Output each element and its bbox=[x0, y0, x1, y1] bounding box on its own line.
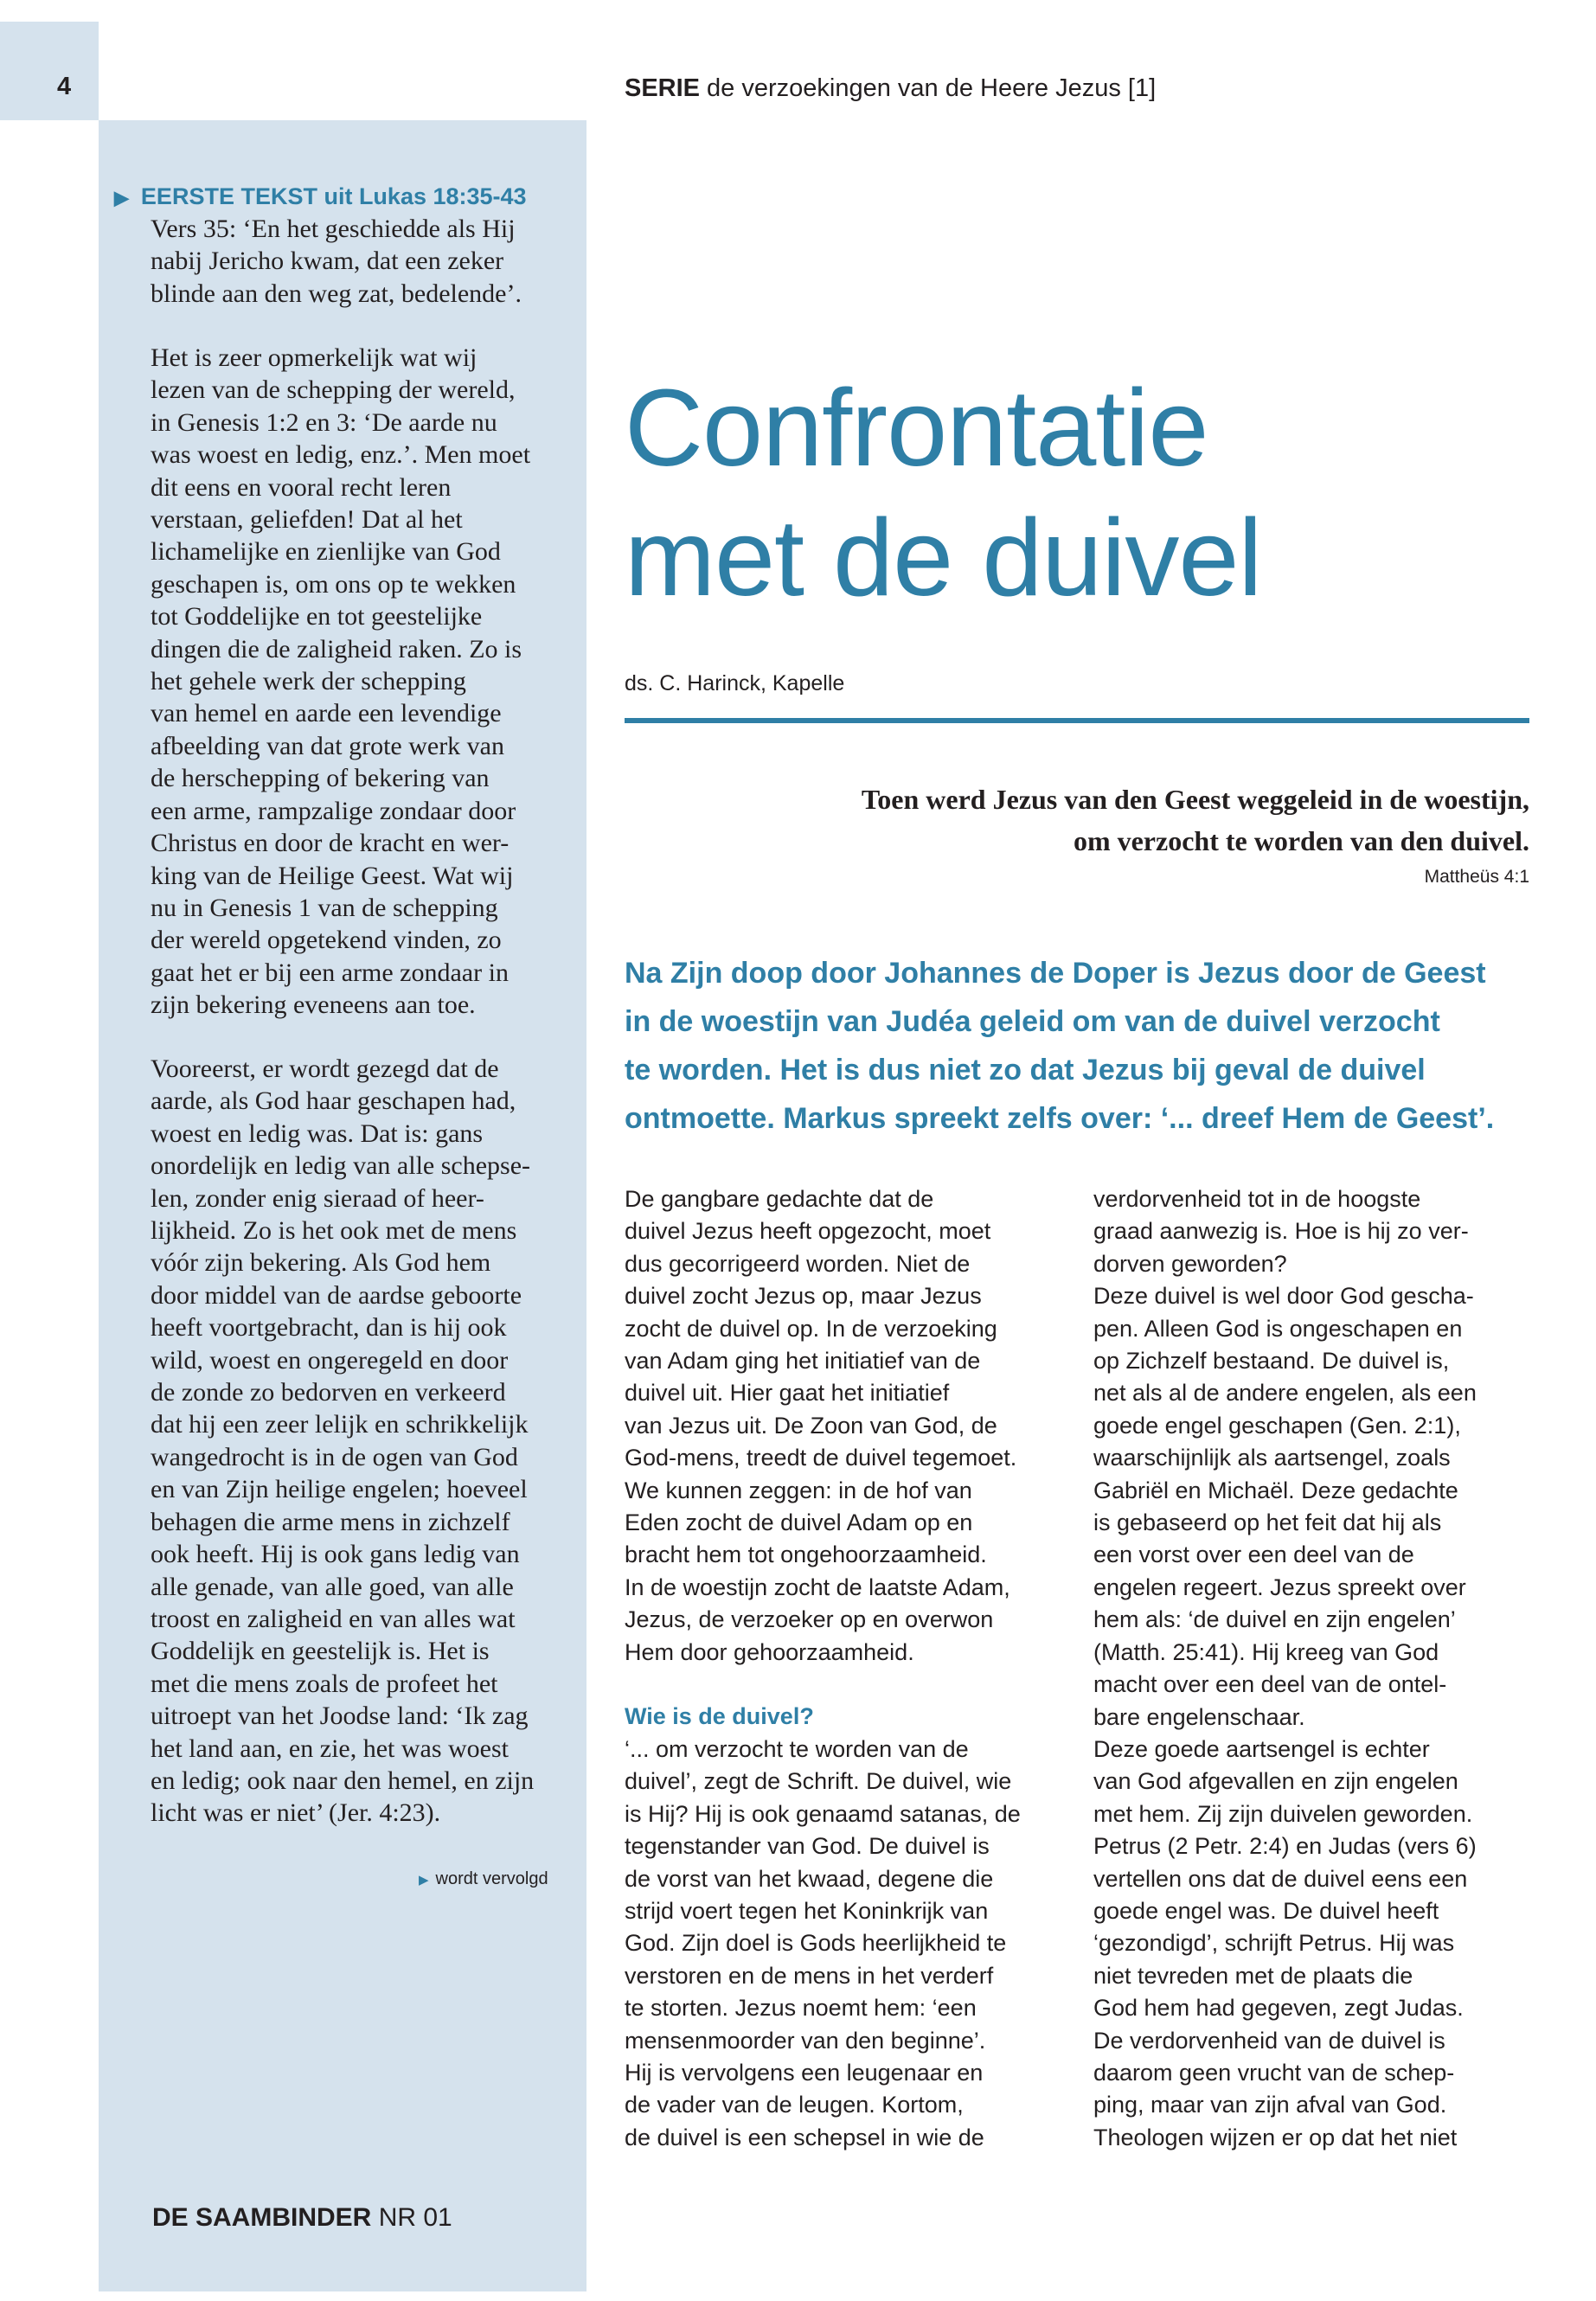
title-line: Confrontatie bbox=[625, 367, 1208, 489]
sidebar-line: dingen die de zaligheid raken. Zo is bbox=[151, 634, 522, 663]
body-line: is gebaseerd op het feit dat hij als bbox=[1093, 1509, 1442, 1536]
body-line: verdorvenheid tot in de hoogste bbox=[1093, 1186, 1421, 1212]
body-line: ‘gezondigd’, schrijft Petrus. Hij was bbox=[1093, 1930, 1455, 1957]
body-line: Eden zocht de duivel Adam op en bbox=[625, 1509, 973, 1536]
body-line: ping, maar van zijn afval van God. bbox=[1093, 2092, 1447, 2118]
body-line: macht over een deel van de ontel- bbox=[1093, 1671, 1447, 1698]
body-line: de duivel is een schepsel in wie de bbox=[625, 2124, 984, 2150]
body-line: bare engelenschaar. bbox=[1093, 1703, 1305, 1730]
body-line: Hem door gehoorzaamheid. bbox=[625, 1638, 914, 1665]
serie-label: SERIE bbox=[625, 74, 701, 102]
body-line: ‘... om verzocht te worden van de bbox=[625, 1735, 969, 1762]
article-intro bbox=[625, 949, 1542, 1143]
sidebar-line: verstaan, geliefden! Dat al het bbox=[151, 505, 463, 535]
page-number-tab bbox=[0, 22, 99, 120]
body-line: duivel uit. Hier gaat het initiatief bbox=[625, 1380, 950, 1407]
quote-line: Toen werd Jezus van den Geest weggeleid in de woestijn, bbox=[861, 784, 1529, 815]
sidebar-line: en ledig; ook naar den hemel, en zijn bbox=[151, 1766, 535, 1795]
sidebar-line: nu in Genesis 1 van de schepping bbox=[151, 893, 498, 922]
sidebar-line: tot Goddelijke en tot geestelijke bbox=[151, 602, 483, 631]
sidebar-heading-text: EERSTE TEKST uit Lukas 18:35-43 bbox=[140, 183, 527, 209]
body-line: verstoren en de mens in het verderf bbox=[625, 1962, 994, 1989]
sidebar-line: troost en zaligheid en van alles wat bbox=[151, 1604, 516, 1633]
sidebar-line: blinde aan den weg zat, bedelende’. bbox=[151, 279, 522, 308]
body-line: met hem. Zij zijn duivelen geworden. bbox=[1093, 1800, 1473, 1827]
body-line: van Jezus uit. De Zoon van God, de bbox=[625, 1412, 997, 1439]
continued-note bbox=[419, 1869, 548, 1889]
body-line: pen. Alleen God is ongeschapen en bbox=[1093, 1315, 1463, 1342]
sidebar-line: de zonde zo bedorven en verkeerd bbox=[151, 1378, 506, 1407]
body-line: Theologen wijzen er op dat het niet bbox=[1093, 2124, 1458, 2150]
triangle-right-icon: ▶ bbox=[114, 187, 129, 208]
sidebar-line: behagen die arme mens in zichzelf bbox=[151, 1507, 510, 1536]
sidebar-line: dit eens en vooral recht leren bbox=[151, 472, 452, 502]
sidebar-line: zijn bekering eveneens aan toe. bbox=[151, 990, 476, 1020]
body-line: duivel zocht Jezus op, maar Jezus bbox=[625, 1283, 982, 1310]
sidebar-line: een arme, rampzalige zondaar door bbox=[151, 796, 516, 825]
sidebar-line: lezen van de schepping der wereld, bbox=[151, 375, 516, 405]
body-line: We kunnen zeggen: in de hof van bbox=[625, 1477, 972, 1503]
body-line: Petrus (2 Petr. 2:4) en Judas (vers 6) bbox=[1093, 1833, 1477, 1860]
sidebar-paragraph-1 bbox=[151, 342, 574, 1022]
body-line: In de woestijn zocht de laatste Adam, bbox=[625, 1574, 1010, 1600]
body-line: waarschijnlijk als aartsengel, zoals bbox=[1093, 1445, 1451, 1471]
body-line: is Hij? Hij is ook genaamd satanas, de bbox=[625, 1800, 1021, 1827]
body-line: net als al de andere engelen, als een bbox=[1093, 1380, 1477, 1407]
bible-quote bbox=[625, 779, 1529, 862]
serie-header bbox=[625, 74, 1156, 103]
sidebar-line: licht was er niet’ (Jer. 4:23). bbox=[151, 1798, 441, 1828]
body-line: van God afgevallen en zijn engelen bbox=[1093, 1768, 1458, 1795]
body-line: dorven geworden? bbox=[1093, 1250, 1287, 1277]
sidebar-line: Goddelijk en geestelijk is. Het is bbox=[151, 1637, 490, 1666]
body-line: graad aanwezig is. Hoe is hij zo ver- bbox=[1093, 1218, 1469, 1245]
title-divider bbox=[625, 718, 1529, 723]
sidebar-line: de herschepping of bekering van bbox=[151, 764, 490, 793]
sidebar-line: wangedrocht is in de ogen van God bbox=[151, 1442, 518, 1471]
sidebar-line: vóór zijn bekering. Als God hem bbox=[151, 1248, 491, 1278]
quote-line: om verzocht te worden van den duivel. bbox=[1073, 825, 1529, 856]
sidebar-line: met die mens zoals de profeet het bbox=[151, 1669, 498, 1698]
sidebar-line: Het is zeer opmerkelijk wat wij bbox=[151, 343, 478, 372]
body-line: God-mens, treedt de duivel tegemoet. bbox=[625, 1445, 1017, 1471]
sidebar-line: Christus en door de kracht en wer- bbox=[151, 829, 510, 858]
sidebar-line: uitroept van het Joodse land: ‘Ik zag bbox=[151, 1702, 529, 1731]
magazine-name: DE SAAMBINDER bbox=[152, 2203, 372, 2232]
sidebar-paragraph-2 bbox=[151, 1053, 574, 1830]
sidebar-line: was woest en ledig, enz.’. Men moet bbox=[151, 440, 531, 470]
sidebar-line: het land aan, en zie, het was woest bbox=[151, 1734, 510, 1763]
body-line: goede engel geschapen (Gen. 2:1), bbox=[1093, 1412, 1461, 1439]
sidebar-line: ook heeft. Hij is ook gans ledig van bbox=[151, 1540, 520, 1569]
body-line: vertellen ons dat de duivel eens een bbox=[1093, 1865, 1468, 1892]
section-heading: Wie is de duivel? bbox=[625, 1703, 814, 1730]
sidebar-line: wild, woest en ongeregeld en door bbox=[151, 1345, 509, 1375]
sidebar-line: het gehele werk der schepping bbox=[151, 667, 466, 696]
sidebar-line: afbeelding van dat grote werk van bbox=[151, 731, 504, 760]
body-line: duivel’, zegt de Schrift. De duivel, wie bbox=[625, 1768, 1012, 1795]
body-line: duivel Jezus heeft opgezocht, moet bbox=[625, 1218, 991, 1245]
body-line: niet tevreden met de plaats die bbox=[1093, 1962, 1413, 1989]
body-line: strijd voert tegen het Koninkrijk van bbox=[625, 1897, 989, 1924]
continued-text: wordt vervolgd bbox=[435, 1869, 548, 1888]
sidebar-line: en van Zijn heilige engelen; hoeveel bbox=[151, 1475, 528, 1504]
sidebar-line: len, zonder enig sieraad of heer- bbox=[151, 1183, 484, 1213]
title-line: met de duivel bbox=[625, 497, 1262, 619]
sidebar-line: lichamelijke en zienlijke van God bbox=[151, 537, 501, 567]
body-line: zocht de duivel op. In de verzoeking bbox=[625, 1315, 997, 1342]
body-line: tegenstander van God. De duivel is bbox=[625, 1833, 990, 1860]
body-line: De gangbare gedachte dat de bbox=[625, 1186, 934, 1212]
body-line: op Zichzelf bestaand. De duivel is, bbox=[1093, 1348, 1450, 1375]
sidebar-line: onordelijk en ledig van alle schepse- bbox=[151, 1151, 531, 1181]
triangle-right-icon: ▶ bbox=[419, 1873, 429, 1888]
sidebar-line: door middel van de aardse geboorte bbox=[151, 1280, 522, 1310]
body-line: te storten. Jezus noemt hem: ‘een bbox=[625, 1995, 977, 2022]
article-column-2 bbox=[1093, 1183, 1543, 2154]
sidebar-line: gaat het er bij een arme zondaar in bbox=[151, 958, 509, 987]
body-line: hem als: ‘de duivel en zijn engelen’ bbox=[1093, 1606, 1456, 1633]
sidebar-line: dat hij een zeer lelijk en schrikkelijk bbox=[151, 1410, 529, 1439]
article-title bbox=[625, 363, 1261, 623]
body-line: een vorst over een deel van de bbox=[1093, 1541, 1414, 1568]
body-line: bracht hem tot ongehoorzaamheid. bbox=[625, 1541, 987, 1568]
body-line: daarom geen vrucht van de schep- bbox=[1093, 2059, 1455, 2086]
body-line: engelen regeert. Jezus spreekt over bbox=[1093, 1574, 1466, 1600]
intro-line: Na Zijn doop door Johannes de Doper is Jezus door de Geest bbox=[625, 957, 1486, 990]
sidebar-line: Vooreerst, er wordt gezegd dat de bbox=[151, 1054, 499, 1083]
body-line: God hem had gegeven, zegt Judas. bbox=[1093, 1995, 1464, 2022]
body-line: De verdorvenheid van de duivel is bbox=[1093, 2027, 1445, 2054]
intro-line: te worden. Het is dus niet zo dat Jezus bij geval de duivel bbox=[625, 1054, 1426, 1086]
intro-line: ontmoette. Markus spreekt zelfs over: ‘... dreef Hem de Geest’. bbox=[625, 1102, 1495, 1135]
body-line: Hij is vervolgens een leugenaar en bbox=[625, 2059, 984, 2086]
sidebar-line: Vers 35: ‘En het geschiedde als Hij bbox=[151, 215, 516, 243]
body-line: mensenmoorder van den beginne’. bbox=[625, 2027, 986, 2054]
sidebar-line: in Genesis 1:2 en 3: ‘De aarde nu bbox=[151, 407, 497, 437]
intro-line: in de woestijn van Judéa geleid om van de duivel verzocht bbox=[625, 1005, 1440, 1038]
body-line: de vorst van het kwaad, degene die bbox=[625, 1865, 994, 1892]
article-column-1 bbox=[625, 1183, 1074, 2154]
body-line: dus gecorrigeerd worden. Niet de bbox=[625, 1250, 971, 1277]
sidebar-line: van hemel en aarde een levendige bbox=[151, 699, 502, 728]
sidebar-line: der wereld opgetekend vinden, zo bbox=[151, 926, 502, 955]
sidebar-line: geschapen is, om ons op te wekken bbox=[151, 569, 516, 599]
body-line: Deze duivel is wel door God gescha- bbox=[1093, 1283, 1474, 1310]
body-line: Jezus, de verzoeker op en overwon bbox=[625, 1606, 994, 1633]
body-line: Deze goede aartsengel is echter bbox=[1093, 1735, 1430, 1762]
sidebar-line: aarde, als God haar geschapen had, bbox=[151, 1086, 516, 1116]
sidebar-heading bbox=[114, 183, 527, 210]
sidebar-line: woest en ledig was. Dat is: gans bbox=[151, 1118, 484, 1148]
serie-title: de verzoekingen van de Heere Jezus [1] bbox=[707, 74, 1157, 102]
body-line: van Adam ging het initiatief van de bbox=[625, 1348, 981, 1375]
body-line: goede engel was. De duivel heeft bbox=[1093, 1897, 1439, 1924]
body-line: (Matth. 25:41). Hij kreeg van God bbox=[1093, 1638, 1439, 1665]
sidebar-line: lijkheid. Zo is het ook met de mens bbox=[151, 1216, 517, 1246]
sidebar-line: nabij Jericho kwam, dat een zeker bbox=[151, 247, 504, 276]
body-line: Gabriël en Michaël. Deze gedachte bbox=[1093, 1477, 1458, 1503]
sidebar-line: king van de Heilige Geest. Wat wij bbox=[151, 861, 514, 890]
body-line: de vader van de leugen. Kortom, bbox=[625, 2092, 964, 2118]
footer-magazine bbox=[152, 2203, 452, 2233]
quote-reference: Mattheüs 4:1 bbox=[1424, 867, 1529, 887]
sidebar-verse bbox=[151, 213, 574, 310]
article-author: ds. C. Harinck, Kapelle bbox=[625, 671, 845, 695]
sidebar-line: heeft voortgebracht, dan is hij ook bbox=[151, 1313, 507, 1343]
issue-number: NR 01 bbox=[378, 2203, 452, 2232]
body-line: God. Zijn doel is Gods heerlijkheid te bbox=[625, 1930, 1007, 1957]
page-number: 4 bbox=[57, 73, 72, 100]
sidebar-line: alle genade, van alle goed, van alle bbox=[151, 1572, 514, 1601]
